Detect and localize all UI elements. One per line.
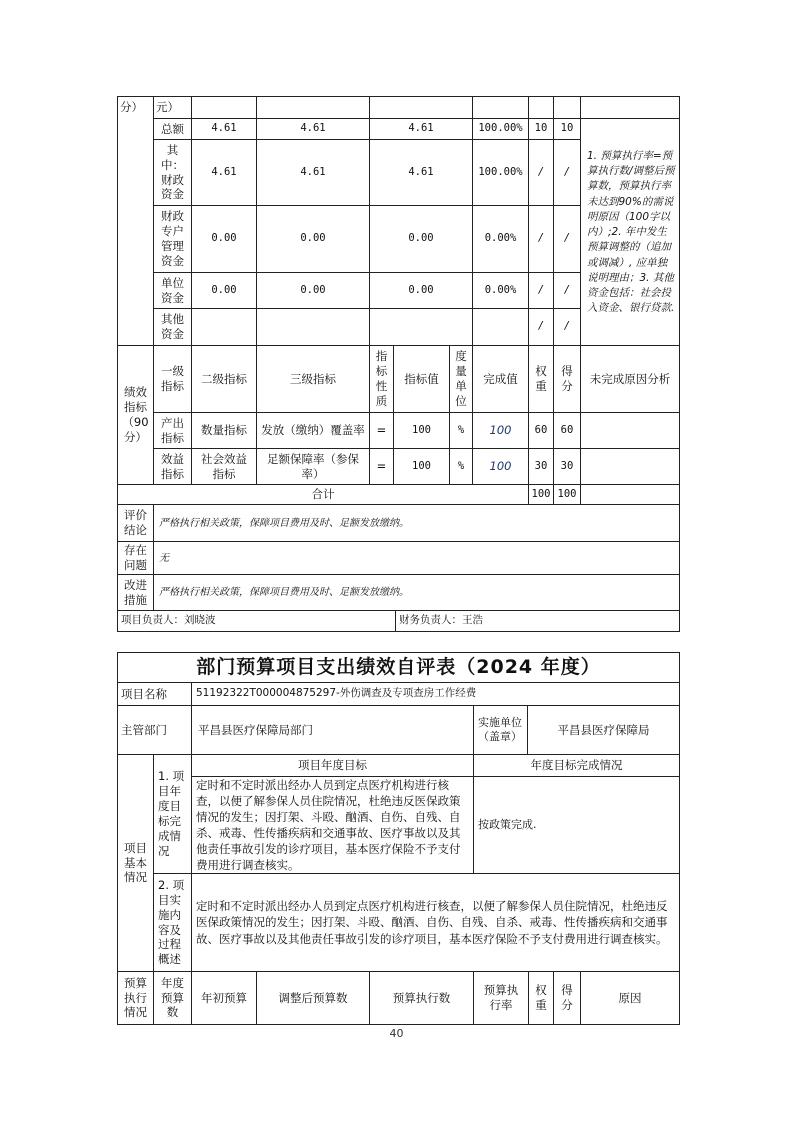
indicator-nature: = bbox=[369, 448, 394, 485]
score: / bbox=[553, 272, 581, 309]
adjusted-budget bbox=[256, 308, 370, 346]
indicator-target: 100 bbox=[393, 412, 450, 449]
adjusted-budget: 4.61 bbox=[256, 118, 370, 140]
total-score: 100 bbox=[553, 484, 581, 505]
weight: / bbox=[528, 272, 554, 309]
goal-text: 定时和不定时派出经办人员到定点医疗机构进行核查，以便了解参保人员住院情况，杜绝违反医保政策情况的发生；因打架、斗殴、酗酒、自伤、自残、自杀、戒毒、性传播疾病和交通事故、医疗事故以及其他责任事故引发的诊疗项目，基本医疗保险不予支付费用进行调查核实。 bbox=[191, 776, 474, 874]
indicator-score: 30 bbox=[553, 448, 581, 485]
score: / bbox=[553, 308, 581, 346]
weight: / bbox=[528, 308, 554, 346]
dept-label: 主管部门 bbox=[117, 705, 192, 755]
improvement-label: 改进措施 bbox=[117, 574, 154, 611]
execution-rate: 0.00% bbox=[472, 272, 529, 309]
header-reason: 未完成原因分析 bbox=[580, 345, 680, 413]
adjusted-budget: 0.00 bbox=[256, 272, 370, 309]
dept-value: 平昌县医疗保障局部门 bbox=[191, 705, 474, 755]
blank-cell bbox=[553, 96, 581, 119]
fund-row-label: 其他资金 bbox=[153, 308, 192, 346]
execution-rate: 100.00% bbox=[472, 118, 529, 140]
reason-header: 原因 bbox=[580, 971, 680, 1025]
indicator-level3: 发放（缴纳）覆盖率 bbox=[256, 412, 370, 449]
impl-unit-value: 平昌县医疗保障局 bbox=[527, 705, 680, 755]
executed-budget: 4.61 bbox=[369, 118, 473, 140]
indicator-actual: 100 bbox=[472, 412, 529, 449]
score: 10 bbox=[553, 118, 581, 140]
project-name-label: 项目名称 bbox=[117, 682, 192, 706]
blank-cell bbox=[472, 96, 529, 119]
indicator-level1: 产出指标 bbox=[153, 412, 192, 449]
goal-completion-label: 1. 项目年度目标完成情况 bbox=[153, 754, 192, 874]
weight: / bbox=[528, 139, 554, 206]
executed-budget bbox=[369, 308, 473, 346]
annual-budget-header: 年度预算数 bbox=[153, 971, 192, 1025]
impl-unit-label: 实施单位（盖章） bbox=[473, 705, 528, 755]
indicator-reason bbox=[580, 412, 680, 449]
issue-label: 存在问题 bbox=[117, 541, 154, 575]
initial-budget: 0.00 bbox=[191, 205, 257, 273]
header-level1: 一级指标 bbox=[153, 345, 192, 413]
section-label-continued: 分） bbox=[117, 96, 154, 346]
score: / bbox=[553, 139, 581, 206]
evaluation-text: 严格执行相关政策，保障项目费用及时、足额发放缴纳。 bbox=[153, 504, 680, 542]
adjusted-budget: 4.61 bbox=[256, 139, 370, 206]
indicator-score: 60 bbox=[553, 412, 581, 449]
indicator-level2: 社会效益指标 bbox=[191, 448, 257, 485]
issue-text: 无 bbox=[153, 541, 680, 575]
indicator-weight: 30 bbox=[528, 448, 554, 485]
initial-budget: 4.61 bbox=[191, 139, 257, 206]
executed-budget: 4.61 bbox=[369, 139, 473, 206]
indicator-target: 100 bbox=[393, 448, 450, 485]
adjusted-budget-header: 调整后预算数 bbox=[256, 971, 370, 1025]
score-header: 得分 bbox=[553, 971, 581, 1025]
indicator-level1: 效益指标 bbox=[153, 448, 192, 485]
impl-content-label: 2. 项目实施内容及过程概述 bbox=[153, 873, 192, 972]
header-level3: 三级指标 bbox=[256, 345, 370, 413]
completion-text: 按政策完成. bbox=[473, 776, 680, 874]
completion-header: 年度目标完成情况 bbox=[473, 754, 680, 777]
performance-section-label: 绩效指标（90分） bbox=[117, 345, 154, 485]
blank-cell bbox=[256, 96, 370, 119]
header-target: 指标值 bbox=[393, 345, 450, 413]
fund-row-label: 财政专户管理资金 bbox=[153, 205, 192, 273]
basic-info-label: 项目基本情况 bbox=[117, 754, 154, 972]
execution-rate: 100.00% bbox=[472, 139, 529, 206]
adjusted-budget: 0.00 bbox=[256, 205, 370, 273]
blank-cell bbox=[528, 96, 554, 119]
indicator-nature: = bbox=[369, 412, 394, 449]
goal-header: 项目年度目标 bbox=[191, 754, 474, 777]
indicator-actual: 100 bbox=[472, 448, 529, 485]
indicator-level2: 数量指标 bbox=[191, 412, 257, 449]
header-score: 得分 bbox=[553, 345, 581, 413]
finance-lead: 财务负责人：王浩 bbox=[395, 610, 680, 632]
score: / bbox=[553, 205, 581, 273]
indicator-unit: % bbox=[449, 448, 473, 485]
indicator-weight: 60 bbox=[528, 412, 554, 449]
budget-note: 1. 预算执行率=预算执行数/调整后预算数，预算执行率未达到90%的需说明原因（100字以内）;2. 年中发生预算调整的（追加或调减）, 应单独说明理由；3. 其他资金包括：社会投入资金、银行贷款. bbox=[580, 118, 680, 346]
executed-budget: 0.00 bbox=[369, 205, 473, 273]
blank-cell bbox=[580, 96, 680, 119]
header-level2: 二级指标 bbox=[191, 345, 257, 413]
impl-content-text: 定时和不定时派出经办人员到定点医疗机构进行核查，以便了解参保人员住院情况，杜绝违反医保政策情况的发生；因打架、斗殴、酗酒、自伤、自残、自杀、戒毒、性传播疾病和交通事故、医疗事故以及其他责任事故引发的诊疗项目，基本医疗保险不予支付费用进行调查核实。 bbox=[191, 873, 680, 972]
indicator-level3: 足额保障率（参保率） bbox=[256, 448, 370, 485]
blank-cell bbox=[369, 96, 473, 119]
unit-label-continued: 元） bbox=[153, 96, 192, 119]
initial-budget: 0.00 bbox=[191, 272, 257, 309]
header-nature: 指标性质 bbox=[369, 345, 394, 413]
executed-budget-header: 预算执行数 bbox=[369, 971, 474, 1025]
budget-exec-label: 预算执行情况 bbox=[117, 971, 154, 1025]
total-label: 合计 bbox=[117, 484, 529, 505]
exec-rate-header: 预算执行率 bbox=[473, 971, 529, 1025]
initial-budget: 4.61 bbox=[191, 118, 257, 140]
indicator-reason bbox=[580, 448, 680, 485]
project-lead: 项目负责人：刘晓波 bbox=[117, 610, 396, 632]
initial-budget bbox=[191, 308, 257, 346]
evaluation-label: 评价结论 bbox=[117, 504, 154, 542]
total-weight: 100 bbox=[528, 484, 554, 505]
weight: / bbox=[528, 205, 554, 273]
header-actual: 完成值 bbox=[472, 345, 529, 413]
fund-row-label: 总额 bbox=[153, 118, 192, 140]
initial-budget-header: 年初预算 bbox=[191, 971, 257, 1025]
header-weight: 权重 bbox=[528, 345, 554, 413]
table-title: 部门预算项目支出绩效自评表（2024 年度） bbox=[117, 652, 680, 683]
execution-rate bbox=[472, 308, 529, 346]
page-number: 40 bbox=[389, 1027, 404, 1040]
header-unit: 度量单位 bbox=[449, 345, 473, 413]
fund-row-label: 其中：财政资金 bbox=[153, 139, 192, 206]
executed-budget: 0.00 bbox=[369, 272, 473, 309]
indicator-unit: % bbox=[449, 412, 473, 449]
weight: 10 bbox=[528, 118, 554, 140]
fund-row-label: 单位资金 bbox=[153, 272, 192, 309]
improvement-text: 严格执行相关政策，保障项目费用及时、足额发放缴纳。 bbox=[153, 574, 680, 611]
blank-cell bbox=[580, 484, 680, 505]
weight-header: 权重 bbox=[528, 971, 554, 1025]
project-name-value: 51192322T000004875297-外伤调查及专项查房工作经费 bbox=[191, 682, 680, 706]
blank-cell bbox=[191, 96, 257, 119]
execution-rate: 0.00% bbox=[472, 205, 529, 273]
